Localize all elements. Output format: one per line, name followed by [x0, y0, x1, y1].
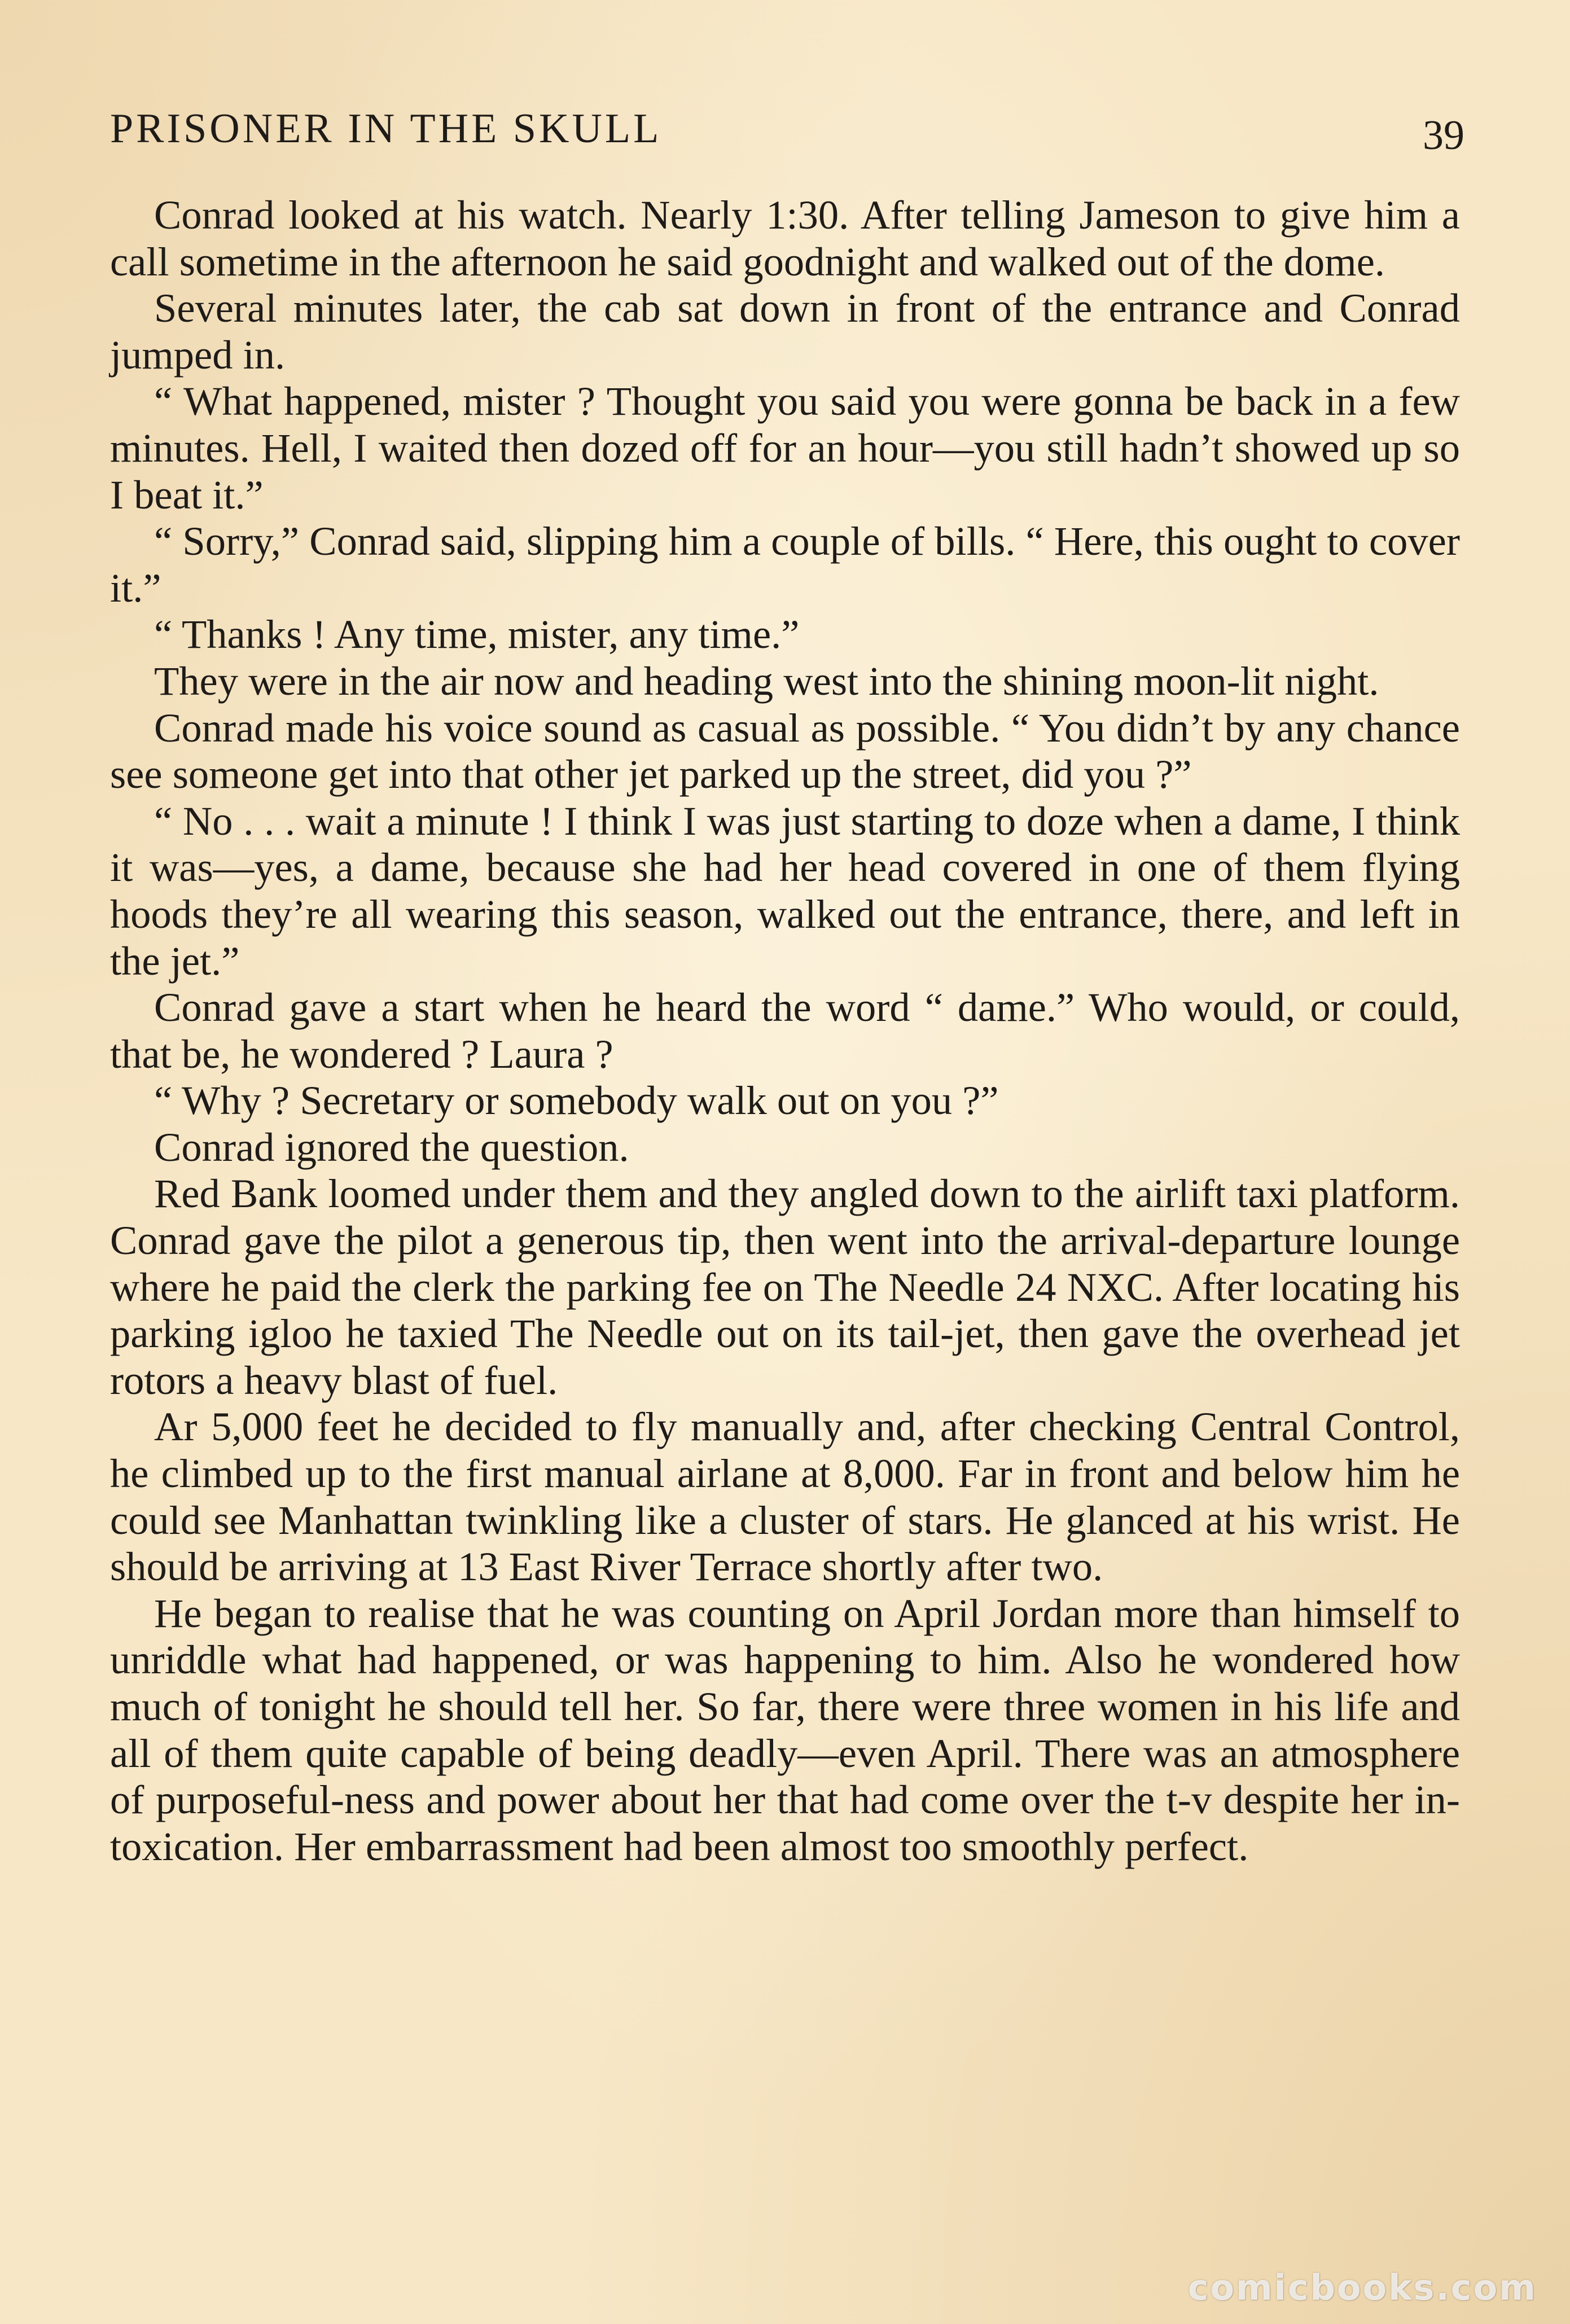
paragraph: They were in the air now and heading west into the shining moon-lit night.: [154, 657, 1379, 704]
paragraph: “ What happened, mister ? Thought you said you were gonna be back in a few minutes. Hell, I waited then dozed off for an hour—you still hadn’t showed up so I beat it.”: [110, 378, 1460, 518]
page-header: [110, 100, 1464, 163]
paragraph: He began to realise that he was counting on April Jordan more than himself to unriddle what had happened, or was happening to him. Also he wondered how much of tonight he should tell her. So far, there were three women in his life and all of them quite capable of being deadly—even April. There was an atmosphere of purposeful-ness and power about her that had come over the t-v despite her in-toxication. Her embarrassment had been almost too smoothly perfect.: [110, 1590, 1460, 1869]
paragraph: Conrad made his voice sound as casual as possible. “ You didn’t by any chance see someone get into that other jet parked up the street, did you ?”: [110, 704, 1460, 797]
paragraph: Conrad ignored the question.: [154, 1124, 629, 1170]
paragraph: “ Why ? Secretary or somebody walk out on you ?”: [154, 1077, 999, 1124]
paragraph: Several minutes later, the cab sat down in front of the entrance and Conrad jumped in.: [110, 285, 1460, 378]
paragraph: “ No . . . wait a minute ! I think I was just starting to doze when a dame, I think it was—yes, a dame, because she had her head covered in one of them flying hoods they’re all wearing this season, walked out the entrance, there, and left in the jet.”: [110, 797, 1460, 984]
page-number: 39: [1423, 112, 1464, 159]
paragraph: Conrad looked at his watch. Nearly 1:30. After telling Jameson to give him a call sometime in the afternoon he said goodnight and walked out of the dome.: [110, 192, 1460, 284]
paragraph: “ Sorry,” Conrad said, slipping him a couple of bills. “ Here, this ought to cover it.”: [110, 518, 1460, 611]
paragraph: “ Thanks ! Any time, mister, any time.”: [154, 611, 800, 657]
watermark: comicbooks.com: [1187, 2267, 1537, 2308]
paragraph: Ar 5,000 feet he decided to fly manually and, after checking Central Control, he climbed up to the first manual airlane at 8,000. Far in front and below him he could see Manhattan twinkling like a cluster of stars. He glanced at his wrist. He should be arriving at 13 East River Terrace shortly after two.: [110, 1404, 1460, 1590]
paragraph: Red Bank loomed under them and they angled down to the airlift taxi platform. Conrad gave the pilot a generous tip, then went into the arrival-departure lounge where he paid the clerk the parking fee on The Needle 24 NXC. After locating his parking igloo he taxied The Needle out on its tail-jet, then gave the overhead jet rotors a heavy blast of fuel.: [110, 1170, 1460, 1403]
running-head: PRISONER IN THE SKULL: [110, 106, 662, 152]
body-text: [110, 192, 1460, 1870]
paragraph: Conrad gave a start when he heard the word “ dame.” Who would, or could, that be, he wondered ? Laura ?: [110, 984, 1460, 1077]
